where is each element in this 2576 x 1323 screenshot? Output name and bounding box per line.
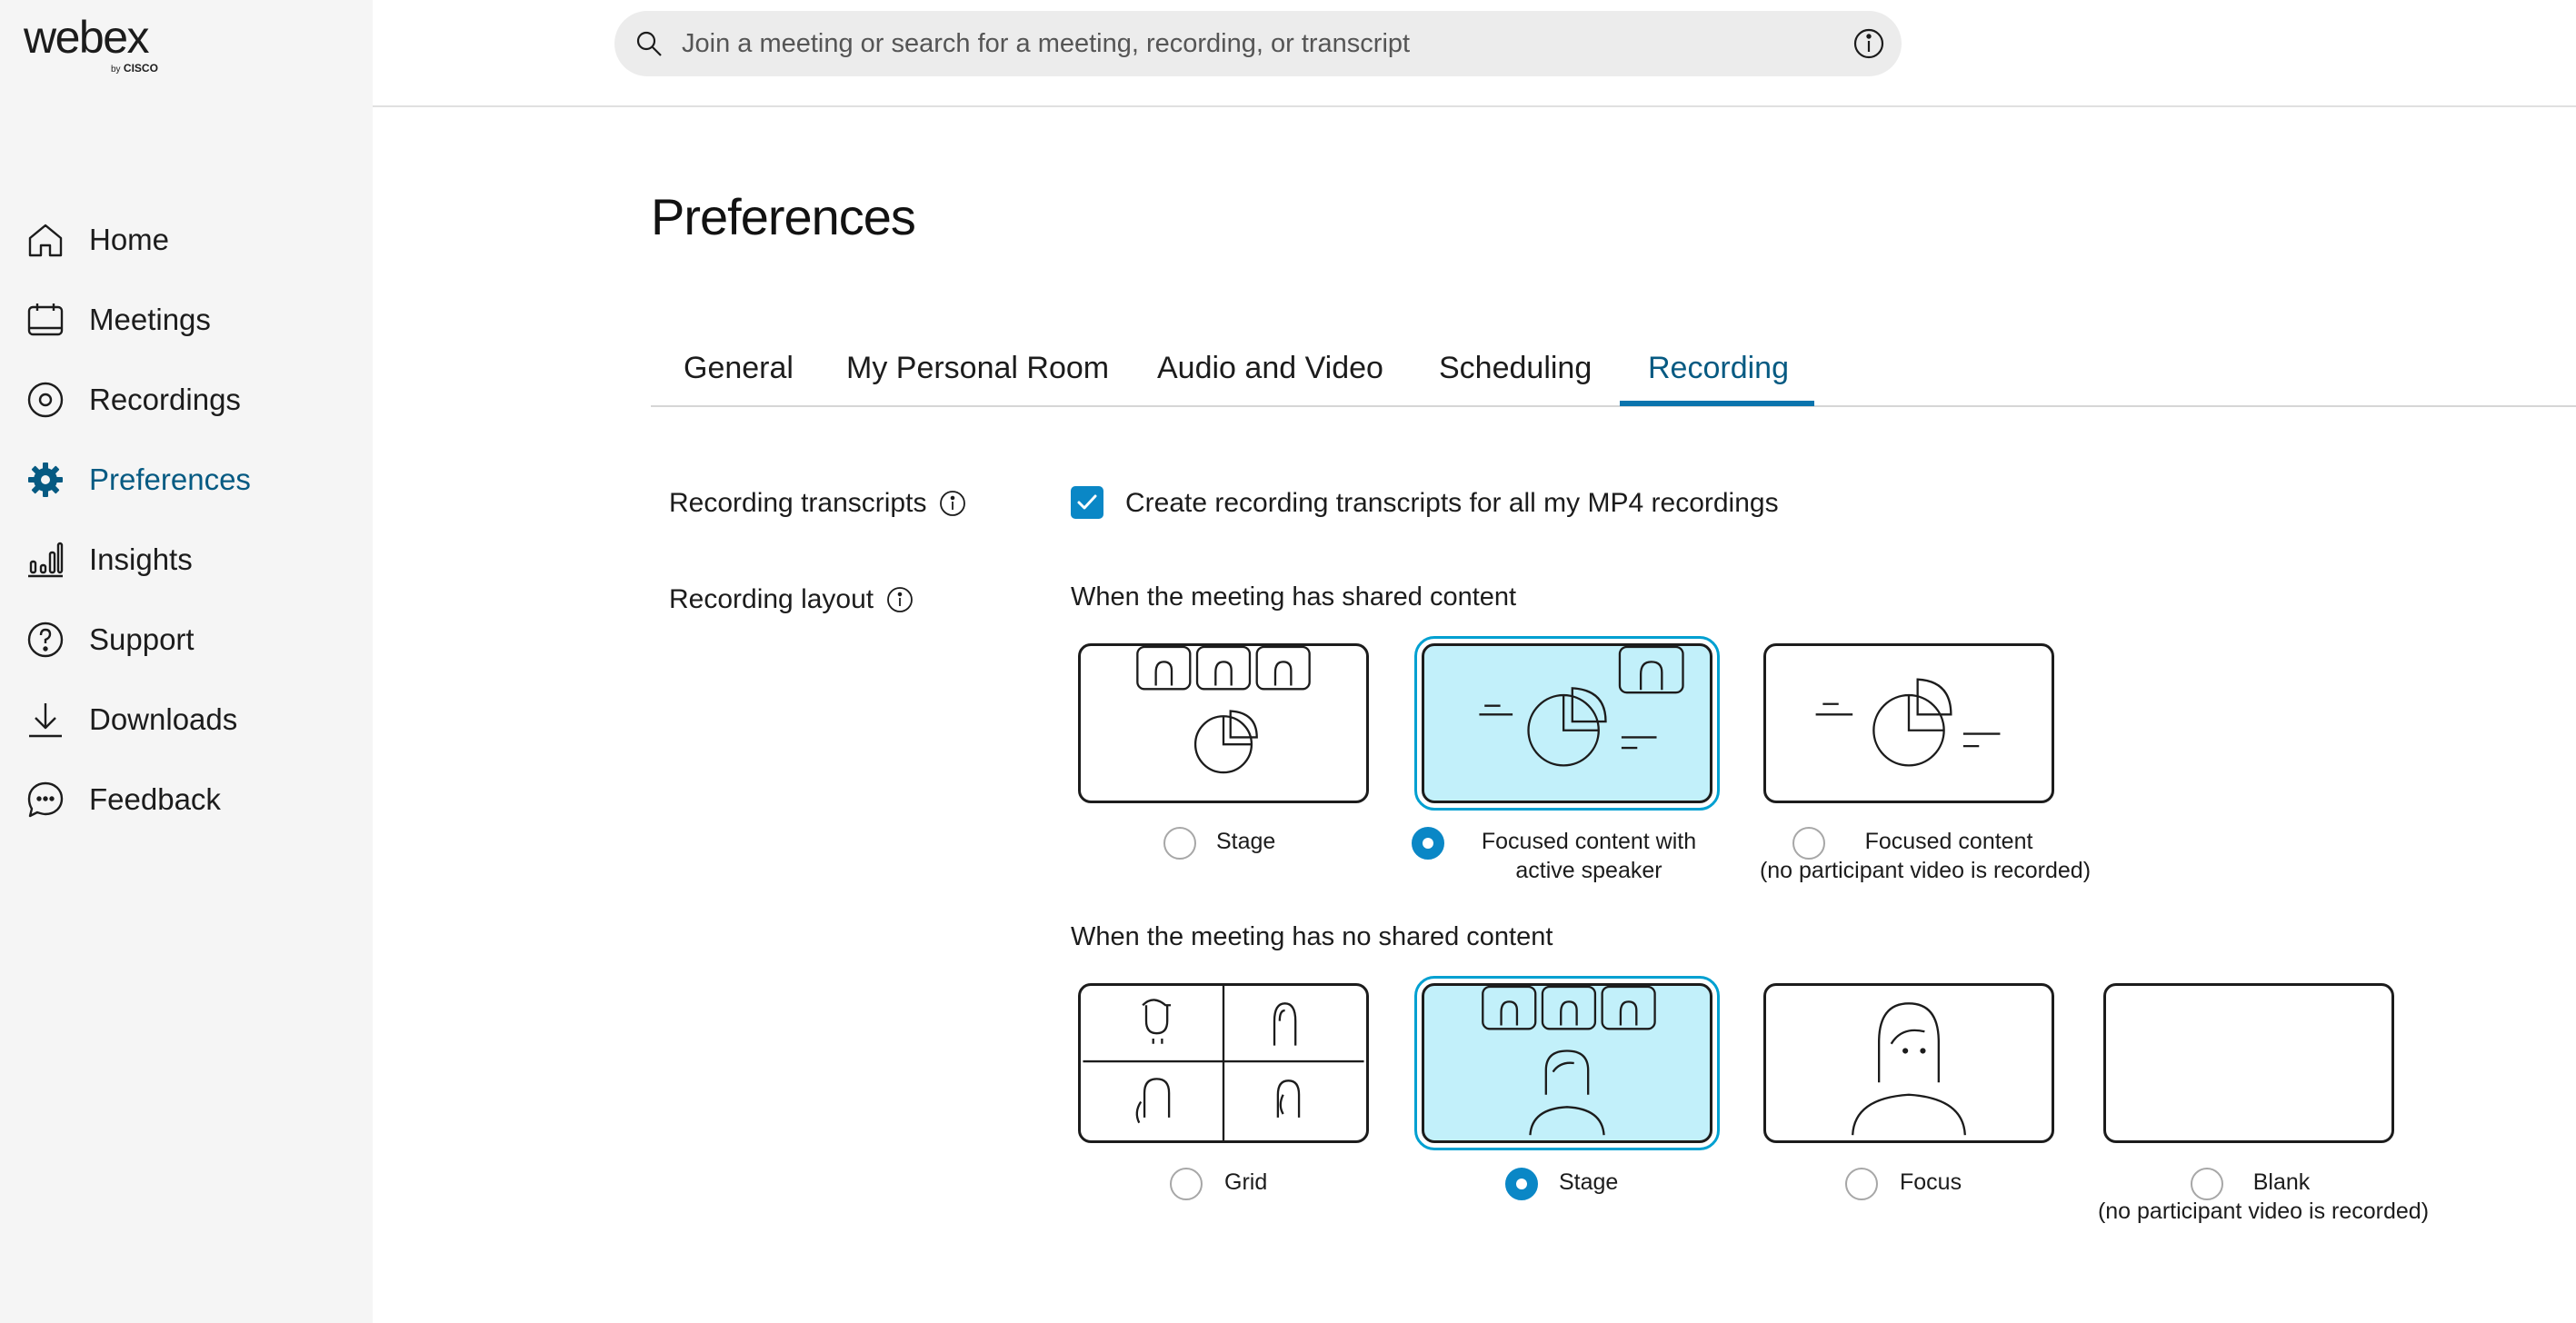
option-label-group	[1754, 827, 2096, 885]
record-icon	[25, 380, 65, 420]
info-icon[interactable]	[886, 586, 914, 613]
sidebar-item-label: Recordings	[89, 383, 241, 416]
bar-chart-icon	[25, 540, 65, 580]
radio-stage-shared[interactable]	[1163, 827, 1196, 860]
option-sublabel: (no participant video is recorded)	[1759, 858, 2092, 883]
logo-by: by	[111, 65, 121, 75]
option-sublabel: (no participant video is recorded)	[2097, 1199, 2430, 1224]
sidebar-item-label: Support	[89, 622, 195, 656]
radio-focus[interactable]	[1845, 1168, 1878, 1200]
home-icon	[25, 220, 65, 260]
layout-card-focused-content[interactable]	[1763, 643, 2054, 803]
download-icon	[25, 700, 65, 740]
grid-layout-icon	[1081, 986, 1366, 1140]
calendar-icon	[25, 300, 65, 340]
option-label-group	[1480, 827, 1698, 885]
option-label: Focused content with	[1481, 829, 1697, 854]
help-icon	[25, 620, 65, 660]
sidebar-item-feedback[interactable]	[0, 760, 373, 840]
option-label: Focused content	[1864, 829, 2033, 854]
transcripts-checkbox[interactable]	[1071, 486, 1103, 519]
option-label: Focus	[1900, 1169, 1962, 1195]
sidebar-item-insights[interactable]	[0, 520, 373, 600]
option-label: Grid	[1224, 1169, 1268, 1195]
sidebar-item-label: Feedback	[89, 782, 221, 816]
sidebar-item-downloads[interactable]	[0, 680, 373, 760]
option-label: Stage	[1559, 1169, 1619, 1195]
tab-general[interactable]: General	[684, 351, 794, 385]
active-tab-indicator	[1620, 401, 1814, 406]
stage-speaker-layout-icon	[1424, 986, 1710, 1140]
sidebar-item-support[interactable]	[0, 600, 373, 680]
option-label: Blank	[2252, 1169, 2311, 1195]
focused-speaker-layout-icon	[1424, 646, 1710, 801]
info-icon[interactable]	[1852, 27, 1885, 60]
focused-content-layout-icon	[1766, 646, 2052, 801]
option-sublabel: active speaker	[1515, 858, 1662, 883]
checkmark-icon	[1071, 486, 1103, 519]
sidebar-item-home[interactable]	[0, 200, 373, 280]
webex-logo[interactable]	[24, 12, 158, 75]
layout-card-blank[interactable]	[2103, 983, 2394, 1143]
sidebar-item-meetings[interactable]	[0, 280, 373, 360]
layout-card-focused-active-speaker[interactable]	[1422, 643, 1712, 803]
search-input[interactable]	[682, 24, 1809, 64]
layout-card-focus[interactable]	[1763, 983, 2054, 1143]
tab-recording[interactable]: Recording	[1648, 351, 1789, 385]
search-bar[interactable]	[614, 11, 1902, 76]
top-header	[373, 0, 2576, 107]
sidebar-item-preferences[interactable]	[0, 440, 373, 520]
logo-company: CISCO	[123, 62, 158, 75]
stage-layout-icon	[1081, 646, 1366, 801]
logo-wordmark: webex	[24, 12, 149, 63]
radio-grid[interactable]	[1170, 1168, 1203, 1200]
radio-focused-active-speaker[interactable]	[1412, 827, 1444, 860]
layout-card-stage-no-shared[interactable]	[1422, 983, 1712, 1143]
page-title: Preferences	[651, 188, 915, 245]
sidebar-item-label: Insights	[89, 542, 193, 576]
search-icon	[634, 29, 664, 58]
sidebar-item-label: Home	[89, 223, 170, 256]
radio-stage-no-shared[interactable]	[1505, 1168, 1538, 1200]
recording-layout-label	[669, 584, 914, 615]
sidebar-item-label: Preferences	[89, 463, 251, 496]
logo-byline	[111, 62, 158, 75]
tab-my-personal-room[interactable]: My Personal Room	[846, 351, 1110, 385]
shared-content-heading: When the meeting has shared content	[1071, 582, 1517, 612]
gear-icon	[25, 460, 65, 500]
sidebar-item-recordings[interactable]	[0, 360, 373, 440]
sidebar-item-label: Downloads	[89, 702, 238, 736]
recording-transcripts-text: Recording transcripts	[669, 488, 927, 518]
tab-audio-and-video[interactable]: Audio and Video	[1157, 351, 1383, 385]
recording-transcripts-label	[669, 488, 966, 519]
sidebar	[0, 0, 373, 1323]
option-label: Stage	[1216, 829, 1276, 854]
info-icon[interactable]	[939, 490, 966, 517]
tab-scheduling[interactable]: Scheduling	[1439, 351, 1593, 385]
recording-layout-text: Recording layout	[669, 584, 874, 614]
preferences-tabs	[651, 342, 2576, 407]
sidebar-item-label: Meetings	[89, 303, 211, 336]
layout-card-stage-shared[interactable]	[1078, 643, 1369, 803]
option-label-group	[2091, 1168, 2436, 1226]
chat-bubble-icon	[25, 780, 65, 820]
focus-layout-icon	[1766, 986, 2052, 1140]
transcripts-checkbox-label[interactable]: Create recording transcripts for all my MP4 recordings	[1125, 488, 1779, 518]
no-shared-content-heading: When the meeting has no shared content	[1071, 922, 1553, 951]
sidebar-nav	[0, 200, 373, 840]
layout-card-grid[interactable]	[1078, 983, 1369, 1143]
